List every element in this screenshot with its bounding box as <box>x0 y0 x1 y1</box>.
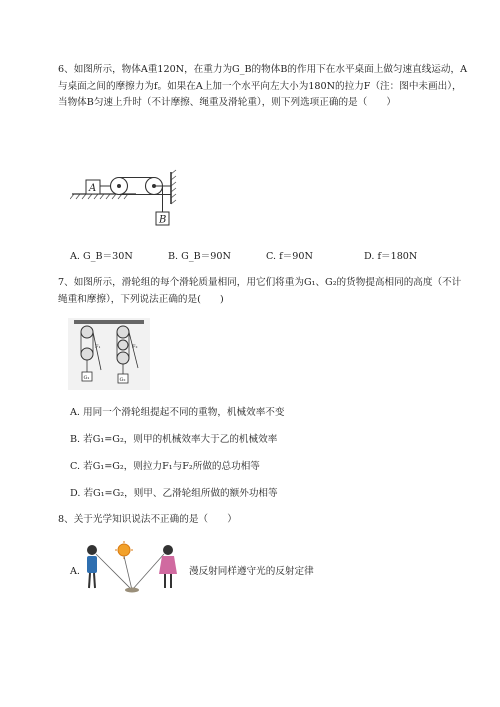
q7-option-b[interactable]: B. 若G₁=G₂，则甲的机械效率大于乙的机械效率 <box>70 434 278 445</box>
question-8-figure <box>80 540 182 596</box>
ground-surface <box>125 588 139 593</box>
label-f1: F₁ <box>95 344 101 350</box>
q6-option-b[interactable]: B. G_B＝90N <box>168 251 231 262</box>
q8-option-a-text[interactable]: 漫反射同样遵守光的反射定律 <box>189 566 314 577</box>
question-7-figure <box>68 318 150 390</box>
q8-option-a-letter[interactable]: A. <box>70 566 80 577</box>
pulley-fixed-left <box>81 326 93 338</box>
question-6-text: 6、如图所示，物体A重120N，在重力为G_B的物体B的作用下在水平桌面上做匀速直线运动，A与桌面之间的摩擦力为f。如果在A上加一个水平向左大小为180N的拉力F（注：图中未画出），当物体B匀速上升时（不计摩擦、绳重及滑轮重），则下列选项正确的是（ ） <box>58 64 468 108</box>
pulley-moving-right <box>117 352 129 364</box>
label-a: A <box>89 183 97 194</box>
q6-option-c[interactable]: C. f＝90N <box>266 251 313 262</box>
q6-option-d[interactable]: D. f＝180N <box>364 251 418 262</box>
label-b: B <box>159 214 167 226</box>
pulley-fixed-right <box>117 326 129 338</box>
label-g2: G₂ <box>119 377 126 383</box>
label-g1: G₁ <box>83 375 90 381</box>
child-left-head <box>87 545 97 555</box>
q7-option-a[interactable]: A. 用同一个滑轮组提起不同的重物，机械效率不变 <box>70 407 285 418</box>
question-8-text: 8、关于光学知识说法不正确的是（ ） <box>58 514 237 525</box>
q6-option-a[interactable]: A. G_B＝30N <box>70 251 133 262</box>
question-7-text: 7、如图所示，滑轮组的每个滑轮质量相同，用它们将重为G₁、G₂的货物提高相同的高度（不计绳重和摩擦），下列说法正确的是( ) <box>58 277 462 305</box>
question-6-figure <box>70 168 182 232</box>
q7-option-d[interactable]: D. 若G₁=G₂，则甲、乙滑轮组所做的额外功相等 <box>70 488 278 499</box>
q7-option-c[interactable]: C. 若G₁=G₂，则拉力F₁与F₂所做的总功相等 <box>70 461 260 472</box>
pulley-moving-left <box>81 348 93 360</box>
child-right-head <box>163 545 173 555</box>
label-f2: F₂ <box>132 344 138 350</box>
sun-icon <box>118 544 130 556</box>
